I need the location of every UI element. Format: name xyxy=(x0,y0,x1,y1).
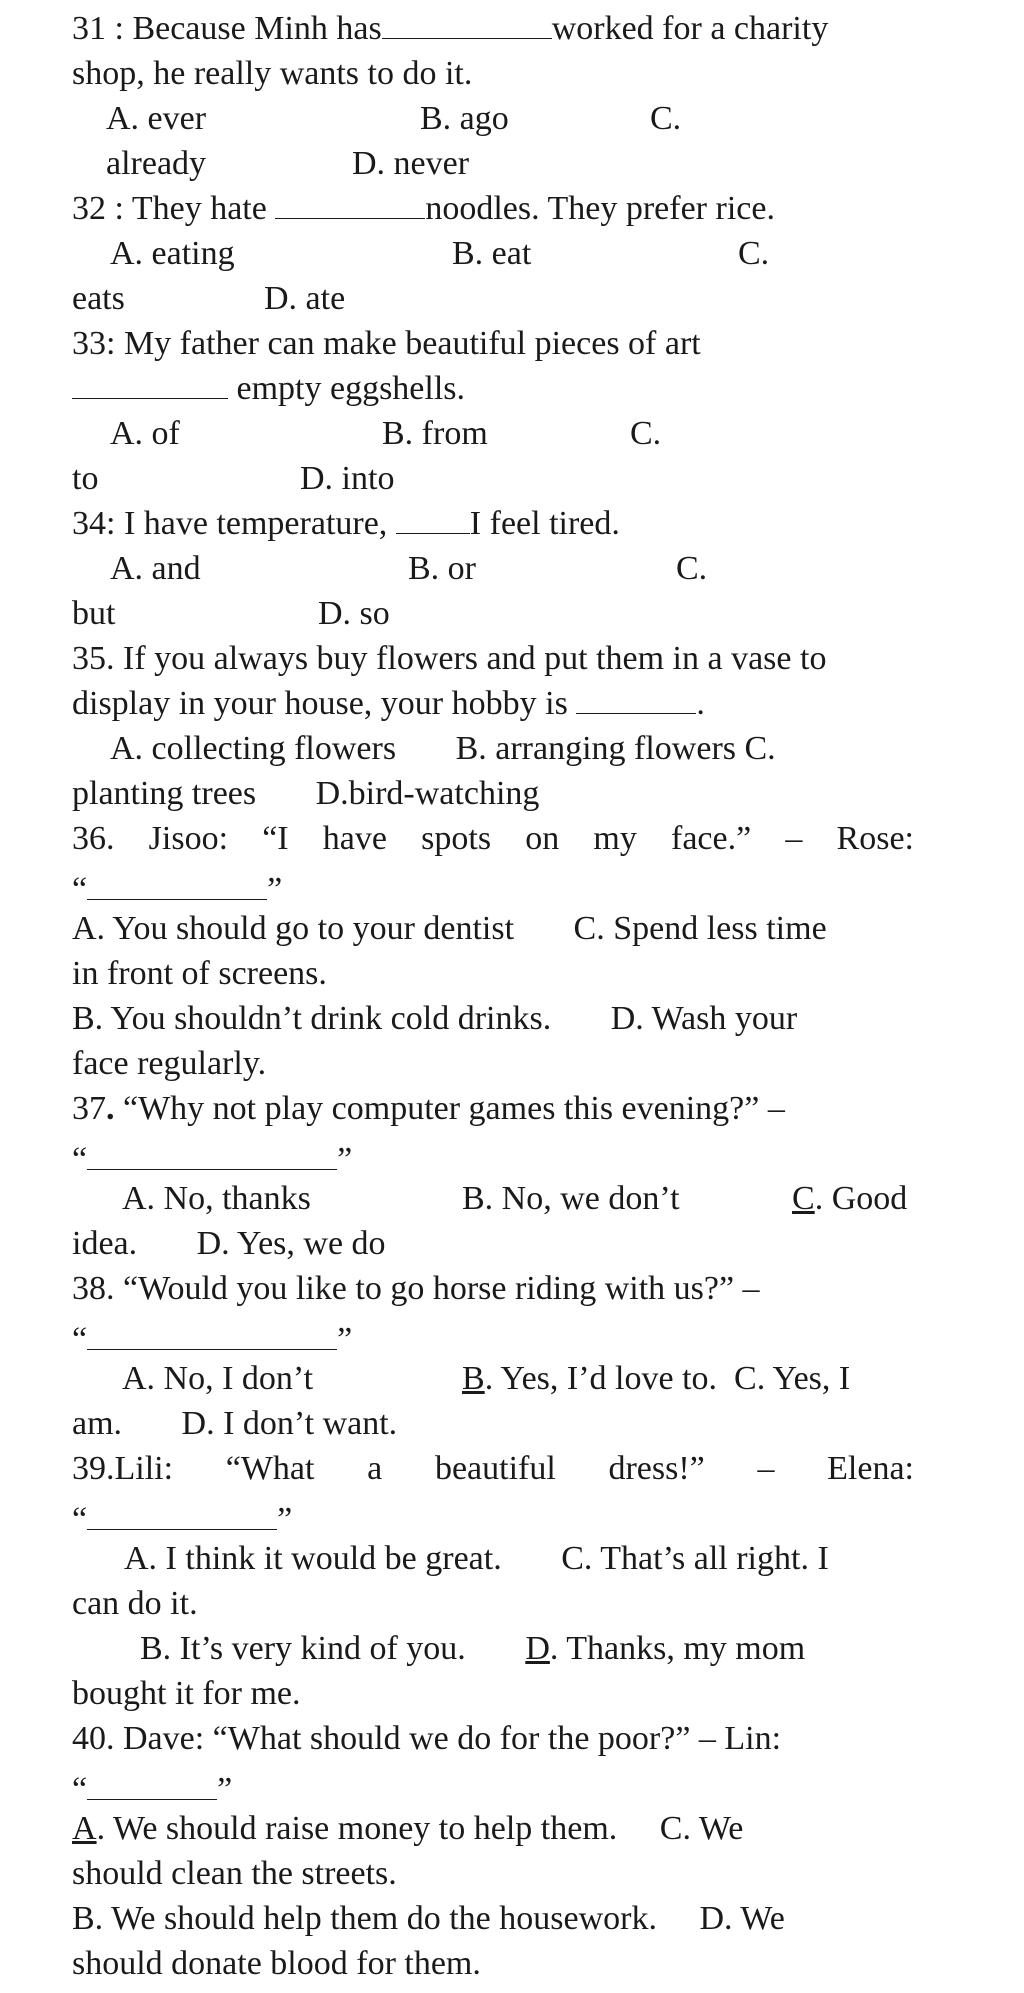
q34-blank xyxy=(396,503,470,534)
q35-stem-mid: display in your house, your hobby is xyxy=(72,685,568,722)
q37-stem-text: “Why not play computer games this evening?” – xyxy=(114,1090,785,1127)
q33-option-a: A. of xyxy=(110,415,180,452)
q40-options-ac-cont: should clean the streets. xyxy=(72,1855,397,1892)
q38-option-b-letter: B xyxy=(462,1360,485,1397)
q31-options-cont xyxy=(72,141,914,186)
q38-blank xyxy=(87,1311,337,1350)
q31-option-b: B. ago xyxy=(420,100,509,137)
q32-stem xyxy=(72,186,914,231)
q37-open-quote: “ xyxy=(72,1141,88,1178)
q39-option-d-letter: D xyxy=(525,1630,550,1667)
q31-option-c: C. xyxy=(650,100,682,137)
q39-options-ac-cont: can do it. xyxy=(72,1585,198,1622)
q38-options xyxy=(72,1356,914,1401)
q34-option-a: A. and xyxy=(110,550,201,587)
q32-options-cont xyxy=(72,276,914,321)
q33-stem-end: empty eggshells. xyxy=(236,370,466,407)
q35-options-ab: A. collecting flowers B. arranging flowers C. xyxy=(110,730,776,767)
q31-option-c-text: already xyxy=(106,145,207,182)
q31-stem-cont: shop, he really wants to do it. xyxy=(72,55,473,92)
q37-stem xyxy=(72,1086,914,1131)
q33-option-c: C. xyxy=(630,415,662,452)
q36-options-ac-cont: in front of screens. xyxy=(72,955,327,992)
q38-stem: 38. “Would you like to go horse riding with us?” – xyxy=(72,1270,760,1307)
q31-options xyxy=(72,96,914,141)
q38-option-bc xyxy=(462,1356,850,1401)
q32-option-a: A. eating xyxy=(110,235,235,272)
q40-options-ac xyxy=(72,1806,914,1851)
q39-close-quote: ” xyxy=(277,1501,293,1538)
q31-option-d: D. never xyxy=(352,145,470,182)
q39-open-quote: “ xyxy=(72,1501,88,1538)
q34-option-c-text: but xyxy=(72,595,116,632)
q37-answer-line xyxy=(72,1131,914,1176)
q33-options-cont xyxy=(72,456,914,501)
q40-option-ac-text: . We should raise money to help them. C. We xyxy=(96,1810,744,1847)
q37-option-c-letter: C xyxy=(792,1180,815,1217)
q34-option-d: D. so xyxy=(318,595,390,632)
q38-option-b-text: . Yes, I’d love to. C. Yes, I xyxy=(484,1360,851,1397)
q32-stem-end: noodles. They prefer rice. xyxy=(425,190,775,227)
q35-blank xyxy=(576,683,696,714)
q34-options-cont xyxy=(72,591,914,636)
q38-open-quote: “ xyxy=(72,1321,88,1358)
q36-close-quote: ” xyxy=(267,871,283,908)
q31-blank xyxy=(382,8,552,39)
q39-option-d-text: . Thanks, my mom xyxy=(549,1630,806,1667)
q40-close-quote: ” xyxy=(217,1771,233,1808)
q39-options-bd-cont: bought it for me. xyxy=(72,1675,301,1712)
q37-options xyxy=(72,1176,914,1221)
q37-option-c-text: . Good xyxy=(814,1180,908,1217)
q36-open-quote: “ xyxy=(72,871,88,908)
q37-blank xyxy=(87,1131,337,1170)
q40-blank xyxy=(87,1761,217,1800)
q36-options-bd: B. You shouldn’t drink cold drinks. D. Wash your xyxy=(72,1000,798,1037)
q37-close-quote: ” xyxy=(337,1141,353,1178)
q39-option-b: B. It’s very kind of you. xyxy=(140,1630,526,1667)
q38-option-a: A. No, I don’t xyxy=(122,1360,314,1397)
q39-answer-line xyxy=(72,1491,914,1536)
q38-answer-line xyxy=(72,1311,914,1356)
q40-option-a-letter: A xyxy=(72,1810,97,1847)
q34-stem-end: I feel tired. xyxy=(469,505,620,542)
q40-options-bd-cont: should donate blood for them. xyxy=(72,1945,481,1982)
worksheet xyxy=(72,6,914,1986)
q33-stem: 33: My father can make beautiful pieces of art xyxy=(72,325,701,362)
q31-stem-end: worked for a charity xyxy=(551,10,829,47)
q36-blank xyxy=(87,861,267,900)
q32-option-c: C. xyxy=(738,235,770,272)
q39-options-bd xyxy=(72,1626,914,1671)
q36-answer-line xyxy=(72,861,914,906)
q34-option-b: B. or xyxy=(408,550,476,587)
q33-blank xyxy=(72,368,228,399)
q39-blank xyxy=(87,1491,277,1530)
q37-options-cont: idea. D. Yes, we do xyxy=(72,1225,386,1262)
q40-answer-line xyxy=(72,1761,914,1806)
q33-option-d: D. into xyxy=(300,460,395,497)
q33-option-b: B. from xyxy=(382,415,488,452)
q33-option-c-text: to xyxy=(72,460,99,497)
q37-option-b: B. No, we don’t xyxy=(462,1180,680,1217)
q35-stem-period: . xyxy=(696,685,705,722)
q37-option-c xyxy=(792,1176,907,1221)
q34-stem-start: 34: I have temperature, xyxy=(72,505,388,542)
q34-stem xyxy=(72,501,914,546)
q37-number: 37 xyxy=(72,1090,106,1127)
q36-stem: 36. Jisoo: “I have spots on my face.” – Rose: xyxy=(72,820,914,857)
q34-option-c: C. xyxy=(676,550,708,587)
q32-options xyxy=(72,231,914,276)
q32-option-b: B. eat xyxy=(452,235,532,272)
q38-close-quote: ” xyxy=(337,1321,353,1358)
q32-stem-start: 32 : They hate xyxy=(72,190,267,227)
q31-stem xyxy=(72,6,914,51)
q40-open-quote: “ xyxy=(72,1771,88,1808)
q32-option-d: D. ate xyxy=(264,280,346,317)
q32-option-c-text: eats xyxy=(72,280,125,317)
q35-options-cd: planting trees D.bird-watching xyxy=(72,775,540,812)
q35-stem-cont xyxy=(72,681,914,726)
q31-stem-start: 31 : Because Minh has xyxy=(72,10,382,47)
q33-options xyxy=(72,411,914,456)
q38-options-cont: am. D. I don’t want. xyxy=(72,1405,398,1442)
q37-option-a: A. No, thanks xyxy=(122,1180,311,1217)
q36-options-ac: A. You should go to your dentist C. Spend less time xyxy=(72,910,827,947)
q35-stem: 35. If you always buy flowers and put them in a vase to xyxy=(72,640,827,677)
q33-stem-cont xyxy=(72,366,914,411)
q37-number-dot: . xyxy=(106,1090,115,1127)
q31-option-a: A. ever xyxy=(106,100,207,137)
q40-stem: 40. Dave: “What should we do for the poor?” – Lin: xyxy=(72,1720,782,1757)
q32-blank xyxy=(275,188,425,219)
q39-stem: 39.Lili: “What a beautiful dress!” – Elena: xyxy=(72,1450,914,1487)
q34-options xyxy=(72,546,914,591)
q40-options-bd: B. We should help them do the housework. D. We xyxy=(72,1900,785,1937)
q36-options-bd-cont: face regularly. xyxy=(72,1045,267,1082)
q39-options-ac: A. I think it would be great. C. That’s all right. I xyxy=(124,1540,829,1577)
